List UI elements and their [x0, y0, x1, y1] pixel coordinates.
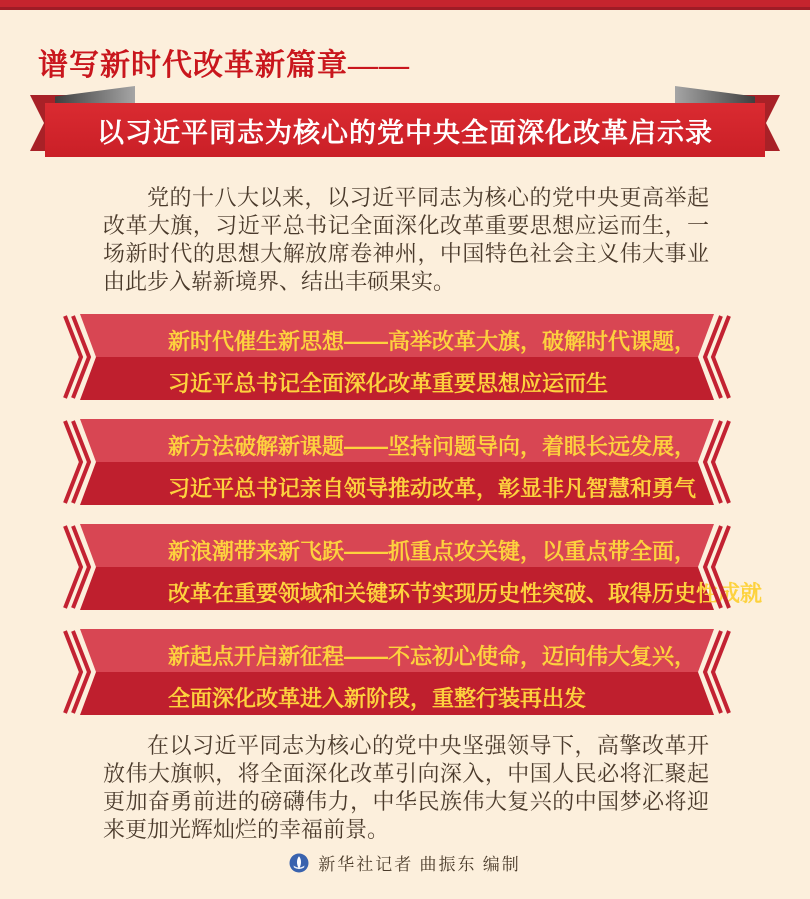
- closing-paragraph: 在以习近平同志为核心的党中央坚强领导下，高擎改革开放伟大旗帜，将全面深化改革引向深入，中国人民必将汇聚起更加奋勇前进的磅礴伟力，中华民族伟大复兴的中国梦必将迎来更加光辉灿烂的幸福前景。: [103, 733, 709, 842]
- ribbon-line-2: 全面深化改革进入新阶段，重整行装再出发: [168, 686, 587, 711]
- ribbon-line-2: 习近平总书记全面深化改革重要思想应运而生: [168, 371, 609, 396]
- chevron-right-icon: [704, 524, 734, 610]
- top-red-bar: [0, 0, 810, 10]
- section-ribbon-2: [60, 419, 734, 505]
- chevron-right-icon: [704, 629, 734, 715]
- ribbon-line-1: 新起点开启新征程——不忘初心使命，迈向伟大复兴，: [168, 644, 697, 669]
- chevron-right-icon: [704, 419, 734, 505]
- section-ribbon-1: [60, 314, 734, 400]
- footer-credit-row: [0, 850, 810, 875]
- title-banner: [28, 86, 782, 186]
- credit-text: 新华社记者 曲振东 编制: [318, 855, 521, 874]
- kicker-title: 谱写新时代改革新篇章——: [38, 49, 410, 82]
- chevron-right-icon: [704, 314, 734, 400]
- xinhua-logo-icon: [289, 853, 309, 873]
- banner-body: [45, 103, 765, 157]
- intro-paragraph: 党的十八大以来，以习近平同志为核心的党中央更高举起改革大旗，习近平总书记全面深化改革重要思想应运而生，一场新时代的思想大解放席卷神州，中国特色社会主义伟大事业由此步入崭新境界、结出丰硕果实。: [103, 185, 709, 294]
- banner-title-text: 以习近平同志为核心的党中央全面深化改革启示录: [97, 117, 713, 148]
- ribbon-line-1: 新方法破解新课题——坚持问题导向，着眼长远发展，: [168, 434, 697, 459]
- ribbon-line-2: 习近平总书记亲自领导推动改革，彰显非凡智慧和勇气: [168, 476, 697, 501]
- section-ribbon-4: [60, 629, 734, 715]
- ribbon-line-2: 改革在重要领域和关键环节实现历史性突破、取得历史性成就: [168, 581, 763, 606]
- ribbon-line-1: 新浪潮带来新飞跃——抓重点攻关键，以重点带全面，: [168, 539, 697, 564]
- section-ribbon-3: [60, 524, 763, 610]
- ribbon-line-1: 新时代催生新思想——高举改革大旗，破解时代课题，: [168, 329, 697, 354]
